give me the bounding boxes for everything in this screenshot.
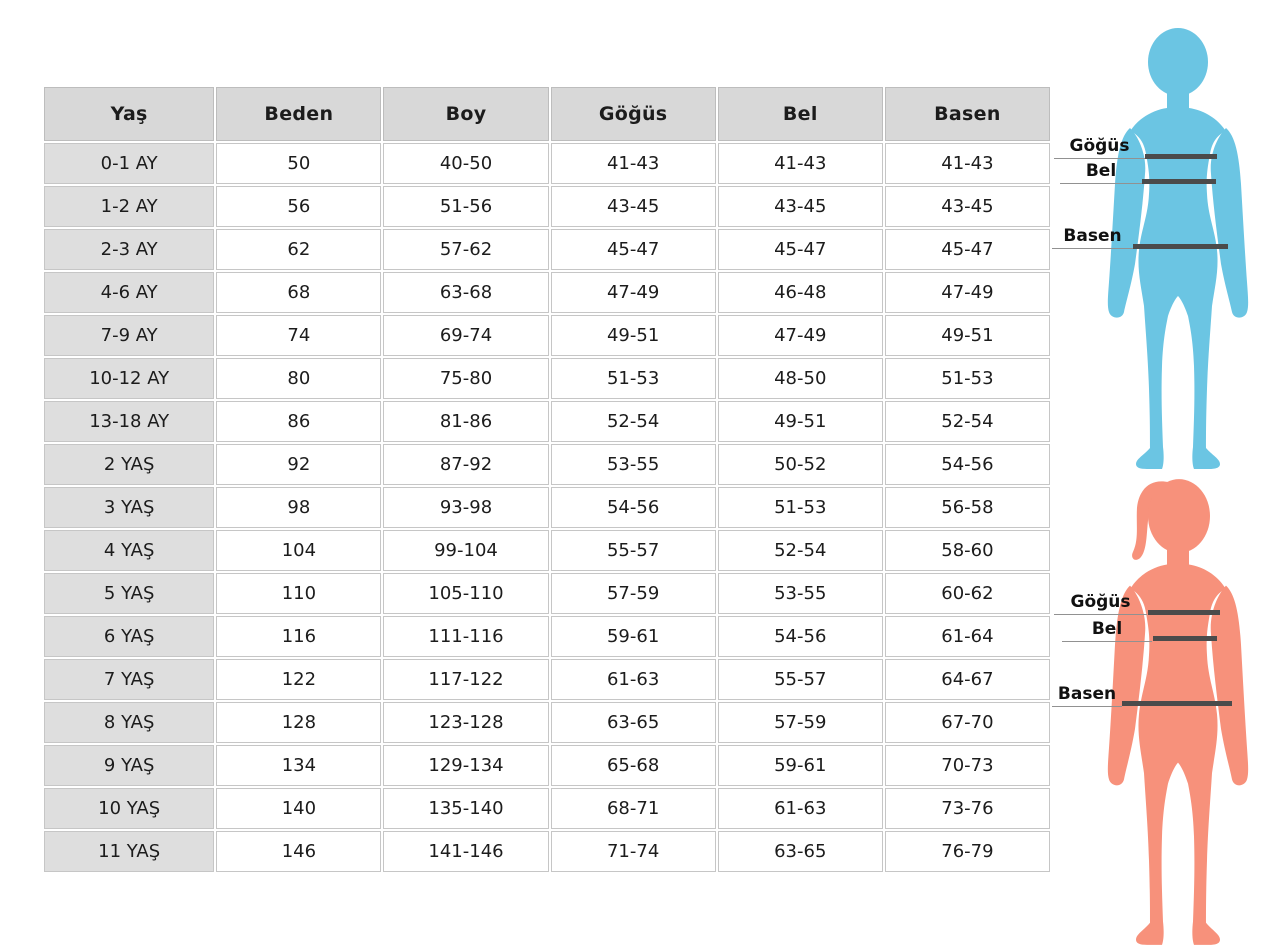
table-row bbox=[44, 315, 1050, 356]
value-cell: 74 bbox=[216, 315, 381, 356]
table-row bbox=[44, 788, 1050, 829]
waist-measure-line-blue bbox=[1142, 179, 1216, 184]
table-row bbox=[44, 745, 1050, 786]
value-cell: 51-56 bbox=[383, 186, 548, 227]
value-cell: 47-49 bbox=[718, 315, 883, 356]
value-cell: 61-63 bbox=[718, 788, 883, 829]
value-cell: 59-61 bbox=[718, 745, 883, 786]
value-cell: 51-53 bbox=[885, 358, 1050, 399]
age-cell: 4-6 AY bbox=[44, 272, 214, 313]
value-cell: 51-53 bbox=[551, 358, 716, 399]
value-cell: 140 bbox=[216, 788, 381, 829]
value-cell: 49-51 bbox=[551, 315, 716, 356]
value-cell: 62 bbox=[216, 229, 381, 270]
table-row bbox=[44, 444, 1050, 485]
value-cell: 135-140 bbox=[383, 788, 548, 829]
value-cell: 70-73 bbox=[885, 745, 1050, 786]
table-row bbox=[44, 831, 1050, 872]
value-cell: 41-43 bbox=[718, 143, 883, 184]
value-cell: 43-45 bbox=[718, 186, 883, 227]
value-cell: 40-50 bbox=[383, 143, 548, 184]
chest-measure-line-salmon bbox=[1148, 610, 1220, 615]
value-cell: 80 bbox=[216, 358, 381, 399]
value-cell: 69-74 bbox=[383, 315, 548, 356]
table-row bbox=[44, 186, 1050, 227]
value-cell: 123-128 bbox=[383, 702, 548, 743]
age-cell: 2-3 AY bbox=[44, 229, 214, 270]
value-cell: 54-56 bbox=[718, 616, 883, 657]
value-cell: 110 bbox=[216, 573, 381, 614]
table-row bbox=[44, 616, 1050, 657]
value-cell: 63-65 bbox=[551, 702, 716, 743]
table-row bbox=[44, 229, 1050, 270]
value-cell: 52-54 bbox=[885, 401, 1050, 442]
value-cell: 86 bbox=[216, 401, 381, 442]
value-cell: 55-57 bbox=[551, 530, 716, 571]
value-cell: 75-80 bbox=[383, 358, 548, 399]
value-cell: 53-55 bbox=[718, 573, 883, 614]
value-cell: 46-48 bbox=[718, 272, 883, 313]
age-cell: 2 YAŞ bbox=[44, 444, 214, 485]
value-cell: 43-45 bbox=[885, 186, 1050, 227]
value-cell: 53-55 bbox=[551, 444, 716, 485]
value-cell: 48-50 bbox=[718, 358, 883, 399]
table-row bbox=[44, 401, 1050, 442]
value-cell: 50 bbox=[216, 143, 381, 184]
value-cell: 52-54 bbox=[551, 401, 716, 442]
value-cell: 52-54 bbox=[718, 530, 883, 571]
waist-label-blue: Bel bbox=[1060, 161, 1142, 184]
chest-label-salmon: Göğüs bbox=[1054, 592, 1147, 615]
value-cell: 41-43 bbox=[551, 143, 716, 184]
value-cell: 57-59 bbox=[718, 702, 883, 743]
age-cell: 3 YAŞ bbox=[44, 487, 214, 528]
table-row bbox=[44, 487, 1050, 528]
waist-label-salmon: Bel bbox=[1062, 619, 1152, 642]
value-cell: 54-56 bbox=[885, 444, 1050, 485]
value-cell: 68 bbox=[216, 272, 381, 313]
value-cell: 60-62 bbox=[885, 573, 1050, 614]
value-cell: 54-56 bbox=[551, 487, 716, 528]
hips-measure-line-salmon bbox=[1122, 701, 1232, 706]
value-cell: 45-47 bbox=[718, 229, 883, 270]
value-cell: 122 bbox=[216, 659, 381, 700]
value-cell: 50-52 bbox=[718, 444, 883, 485]
value-cell: 98 bbox=[216, 487, 381, 528]
value-cell: 76-79 bbox=[885, 831, 1050, 872]
age-cell: 1-2 AY bbox=[44, 186, 214, 227]
hips-label-blue: Basen bbox=[1052, 226, 1133, 249]
table-row bbox=[44, 573, 1050, 614]
value-cell: 104 bbox=[216, 530, 381, 571]
value-cell: 99-104 bbox=[383, 530, 548, 571]
value-cell: 55-57 bbox=[718, 659, 883, 700]
value-cell: 129-134 bbox=[383, 745, 548, 786]
value-cell: 56 bbox=[216, 186, 381, 227]
table-row bbox=[44, 702, 1050, 743]
hips-measure-line-blue bbox=[1133, 244, 1228, 249]
value-cell: 41-43 bbox=[885, 143, 1050, 184]
value-cell: 47-49 bbox=[885, 272, 1050, 313]
table-row bbox=[44, 659, 1050, 700]
girl-figure-salmon bbox=[1093, 476, 1263, 948]
value-cell: 67-70 bbox=[885, 702, 1050, 743]
value-cell: 111-116 bbox=[383, 616, 548, 657]
value-cell: 116 bbox=[216, 616, 381, 657]
value-cell: 63-65 bbox=[718, 831, 883, 872]
chest-measure-line-blue bbox=[1145, 154, 1217, 159]
value-cell: 61-64 bbox=[885, 616, 1050, 657]
value-cell: 141-146 bbox=[383, 831, 548, 872]
age-cell: 9 YAŞ bbox=[44, 745, 214, 786]
value-cell: 65-68 bbox=[551, 745, 716, 786]
value-cell: 93-98 bbox=[383, 487, 548, 528]
value-cell: 59-61 bbox=[551, 616, 716, 657]
value-cell: 146 bbox=[216, 831, 381, 872]
table-row bbox=[44, 272, 1050, 313]
value-cell: 81-86 bbox=[383, 401, 548, 442]
value-cell: 43-45 bbox=[551, 186, 716, 227]
column-header-5: Basen bbox=[885, 87, 1050, 141]
column-header-4: Bel bbox=[718, 87, 883, 141]
age-cell: 6 YAŞ bbox=[44, 616, 214, 657]
age-cell: 10 YAŞ bbox=[44, 788, 214, 829]
table-row bbox=[44, 358, 1050, 399]
value-cell: 71-74 bbox=[551, 831, 716, 872]
value-cell: 49-51 bbox=[885, 315, 1050, 356]
column-header-2: Boy bbox=[383, 87, 548, 141]
size-chart-table bbox=[42, 85, 1052, 874]
value-cell: 49-51 bbox=[718, 401, 883, 442]
age-cell: 10-12 AY bbox=[44, 358, 214, 399]
torso-and-legs bbox=[1131, 108, 1225, 469]
value-cell: 61-63 bbox=[551, 659, 716, 700]
value-cell: 58-60 bbox=[885, 530, 1050, 571]
value-cell: 92 bbox=[216, 444, 381, 485]
column-header-3: Göğüs bbox=[551, 87, 716, 141]
value-cell: 134 bbox=[216, 745, 381, 786]
age-cell: 0-1 AY bbox=[44, 143, 214, 184]
table-row bbox=[44, 530, 1050, 571]
value-cell: 57-59 bbox=[551, 573, 716, 614]
right-arm bbox=[1211, 586, 1248, 786]
age-cell: 5 YAŞ bbox=[44, 573, 214, 614]
value-cell: 47-49 bbox=[551, 272, 716, 313]
value-cell: 63-68 bbox=[383, 272, 548, 313]
age-cell: 7-9 AY bbox=[44, 315, 214, 356]
value-cell: 117-122 bbox=[383, 659, 548, 700]
waist-measure-line-salmon bbox=[1153, 636, 1217, 641]
value-cell: 45-47 bbox=[551, 229, 716, 270]
header-row bbox=[44, 87, 1050, 141]
value-cell: 105-110 bbox=[383, 573, 548, 614]
value-cell: 51-53 bbox=[718, 487, 883, 528]
age-cell: 13-18 AY bbox=[44, 401, 214, 442]
value-cell: 56-58 bbox=[885, 487, 1050, 528]
column-header-1: Beden bbox=[216, 87, 381, 141]
chest-label-blue: Göğüs bbox=[1054, 136, 1145, 159]
age-cell: 11 YAŞ bbox=[44, 831, 214, 872]
body-silhouette-salmon bbox=[1108, 479, 1248, 945]
table-row bbox=[44, 143, 1050, 184]
value-cell: 57-62 bbox=[383, 229, 548, 270]
value-cell: 64-67 bbox=[885, 659, 1050, 700]
hips-label-salmon: Basen bbox=[1052, 684, 1122, 707]
value-cell: 45-47 bbox=[885, 229, 1050, 270]
age-cell: 4 YAŞ bbox=[44, 530, 214, 571]
value-cell: 68-71 bbox=[551, 788, 716, 829]
column-header-0: Yaş bbox=[44, 87, 214, 141]
age-cell: 7 YAŞ bbox=[44, 659, 214, 700]
age-cell: 8 YAŞ bbox=[44, 702, 214, 743]
value-cell: 73-76 bbox=[885, 788, 1050, 829]
value-cell: 87-92 bbox=[383, 444, 548, 485]
value-cell: 128 bbox=[216, 702, 381, 743]
